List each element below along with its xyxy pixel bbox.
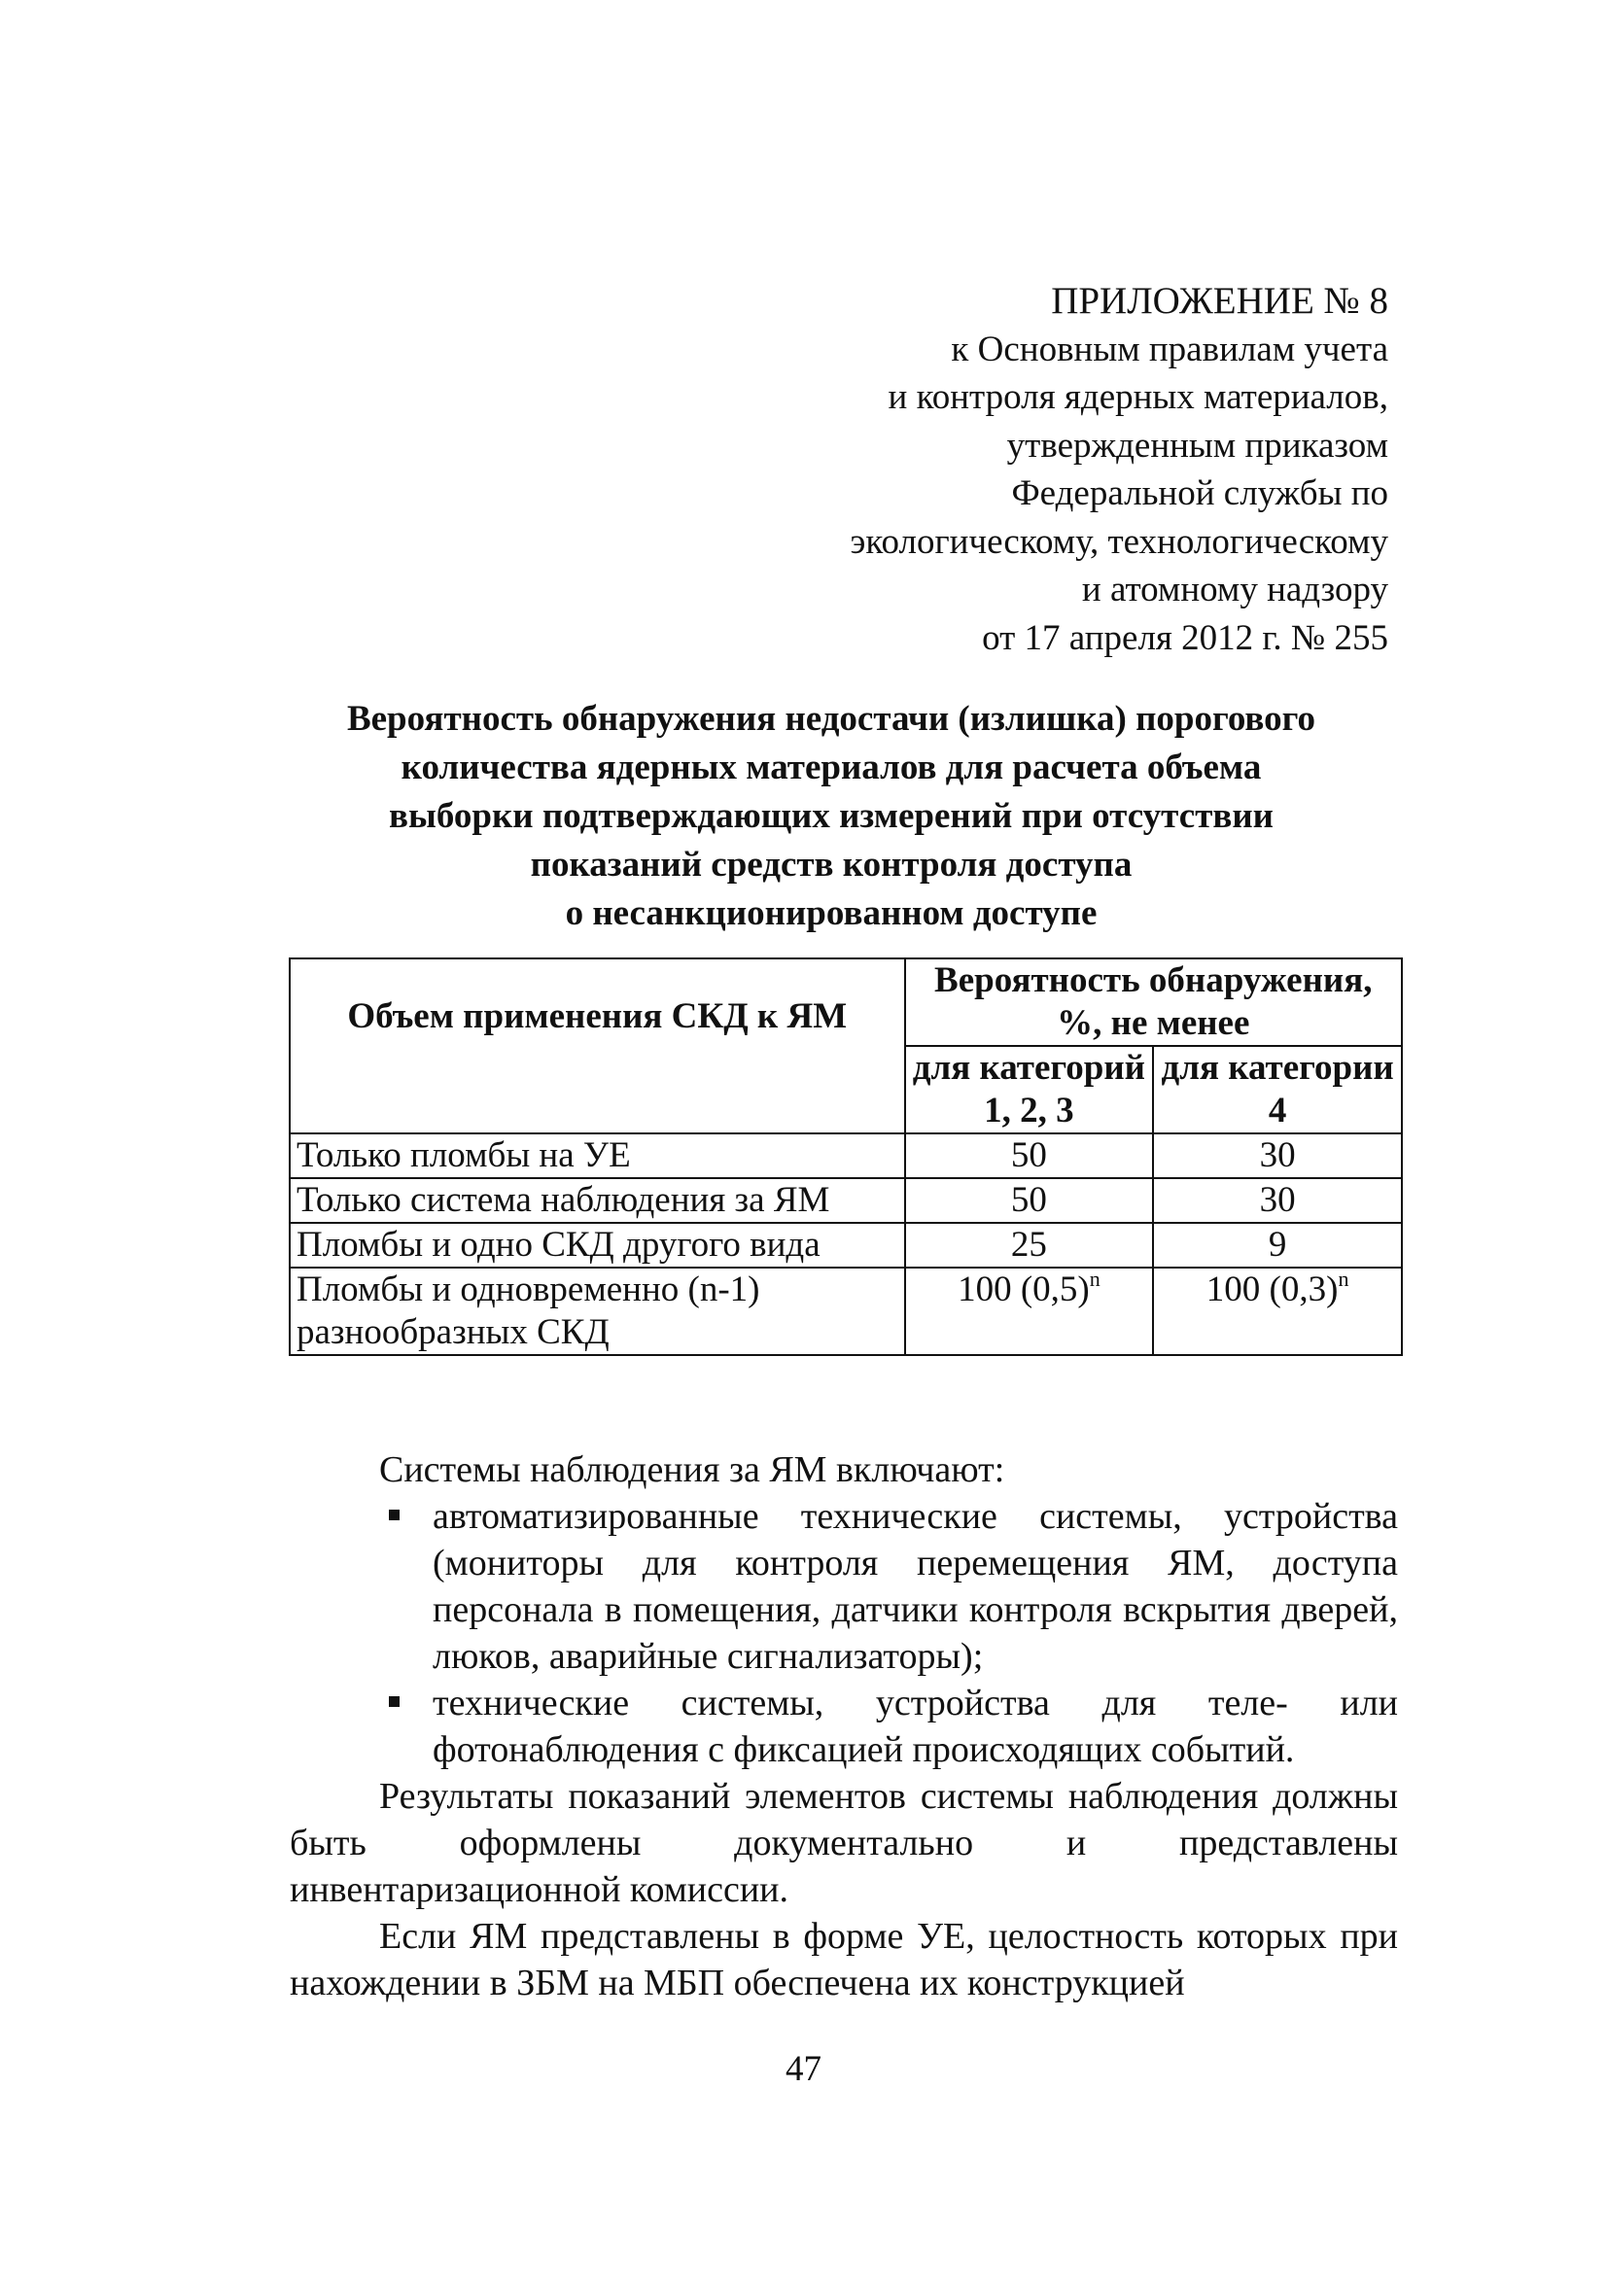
row-cat123 <box>905 1268 1154 1355</box>
appendix-date: от 17 апреля 2012 г. № 255 <box>982 617 1388 658</box>
appendix-line: и атомному надзору <box>1081 570 1388 609</box>
body-text <box>290 1446 1398 2006</box>
list-intro: Системы наблюдения за ЯМ включают: <box>379 1449 1005 1490</box>
list-item-text: технические системы, устройства для теле- или фотонаблюдения с фиксацией происходящих событий. <box>433 1683 1398 1770</box>
header-probability: Вероятность обнаружения, %, не менее <box>905 958 1402 1046</box>
bullet-list <box>290 1493 1398 1773</box>
row-cat123-exponent: n <box>1089 1266 1100 1291</box>
appendix-line: утвержденным приказом <box>1006 425 1388 466</box>
row-scope: Пломбы и одновременно (n-1) разнообразных СКД <box>290 1268 905 1355</box>
row-cat4: 30 <box>1153 1178 1402 1223</box>
appendix-line: Федеральной службы по <box>1011 473 1388 513</box>
table-row <box>290 1178 1402 1223</box>
table-row <box>290 1268 1402 1355</box>
title-line: о несанкционированном доступе <box>565 893 1098 933</box>
paragraph-results: Результаты показаний элементов системы наблюдения должны быть оформлены документально и представлены инвентаризационной комиссии. <box>290 1776 1398 1910</box>
header-categories-1-2-3: для категорий 1, 2, 3 <box>905 1046 1154 1133</box>
probability-table <box>289 957 1403 1356</box>
title-line: выборки подтверждающих измерений при отсутствии <box>389 796 1274 836</box>
appendix-line: к Основным правилам учета <box>951 329 1388 369</box>
document-title <box>262 695 1400 938</box>
row-scope: Только система наблюдения за ЯМ <box>290 1178 905 1223</box>
row-cat123: 25 <box>905 1223 1154 1268</box>
title-line: количества ядерных материалов для расчета объема <box>401 748 1262 787</box>
header-scope: Объем применения СКД к ЯМ <box>290 958 905 1133</box>
row-scope: Только пломбы на УЕ <box>290 1133 905 1178</box>
paragraph-units: Если ЯМ представлены в форме УЕ, целостность которых при нахождении в ЗБМ на МБП обеспечена их конструкцией <box>290 1916 1398 2003</box>
row-cat4-exponent: n <box>1338 1266 1349 1291</box>
row-cat123: 50 <box>905 1178 1154 1223</box>
appendix-header <box>851 277 1388 662</box>
title-line: Вероятность обнаружения недостачи (излишка) порогового <box>346 699 1316 739</box>
appendix-title: ПРИЛОЖЕНИЕ № 8 <box>1051 280 1388 322</box>
row-cat4-value: 100 (0,3) <box>1205 1270 1339 1309</box>
bullet-icon <box>389 1510 400 1520</box>
list-item <box>290 1680 1398 1773</box>
appendix-line: и контроля ядерных материалов, <box>888 377 1388 417</box>
table-row <box>290 1133 1402 1178</box>
header-category-4: для категории 4 <box>1153 1046 1402 1133</box>
list-item <box>290 1493 1398 1680</box>
row-cat4: 9 <box>1153 1223 1402 1268</box>
row-cat4 <box>1153 1268 1402 1355</box>
table-row <box>290 1223 1402 1268</box>
row-cat4: 30 <box>1153 1133 1402 1178</box>
row-cat123-value: 100 (0,5) <box>958 1270 1090 1309</box>
title-line: показаний средств контроля доступа <box>530 845 1133 885</box>
appendix-line: экологическому, технологическому <box>850 521 1388 562</box>
list-item-text: автоматизированные технические системы, устройства (мониторы для контроля перемещения ЯМ, доступа персонала в помещения, датчики контроля вскрытия дверей, люков, аварийные сигнализаторы); <box>433 1496 1398 1677</box>
bullet-icon <box>389 1696 400 1707</box>
row-cat123: 50 <box>905 1133 1154 1178</box>
page-number: 47 <box>786 2049 821 2089</box>
table-header-row <box>290 958 1402 1046</box>
row-scope: Пломбы и одно СКД другого вида <box>290 1223 905 1268</box>
